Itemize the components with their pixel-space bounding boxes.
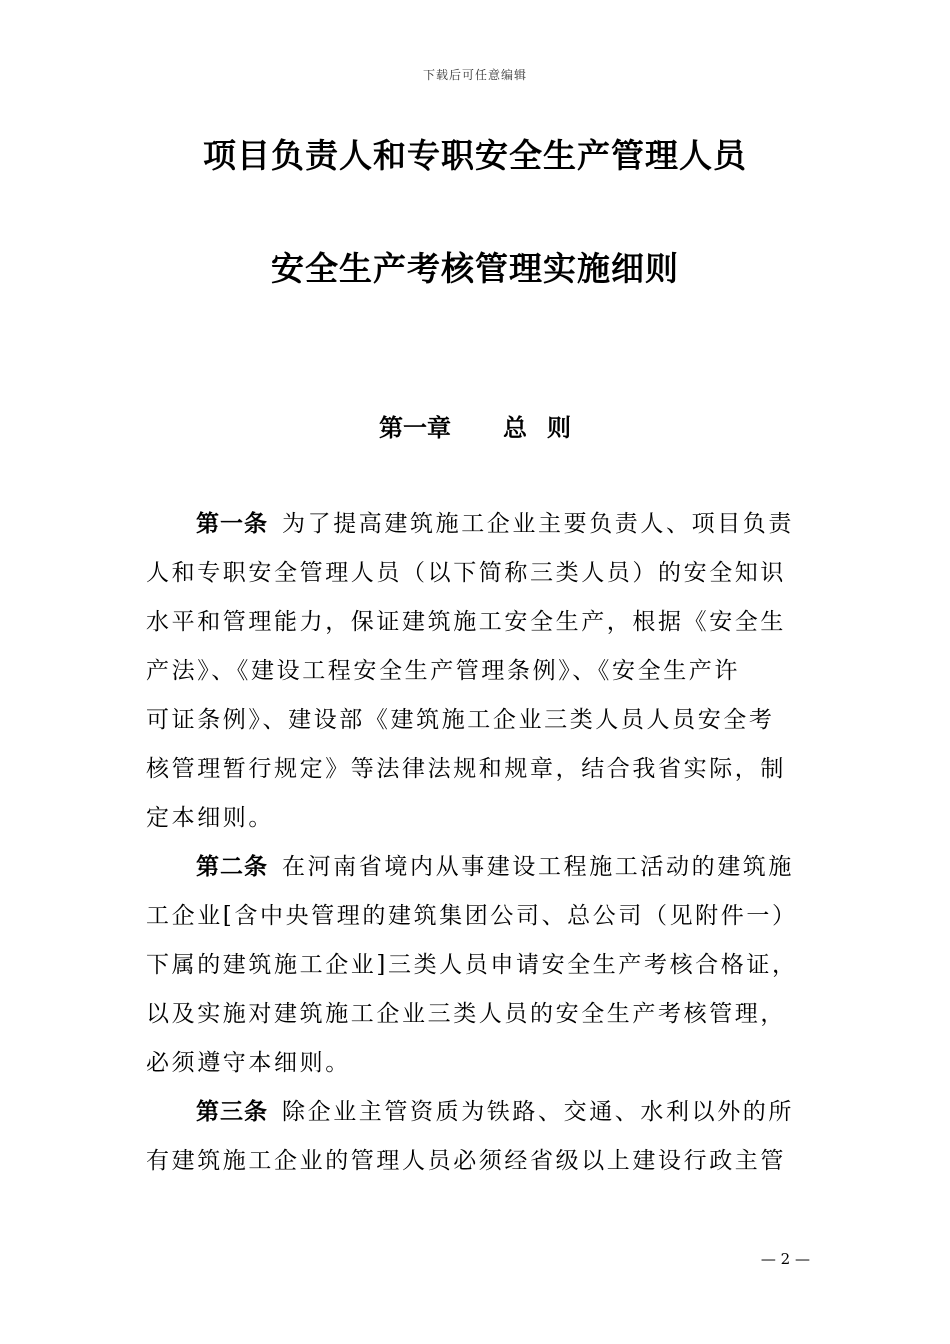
article-line [146, 1088, 806, 1137]
chapter-name-part2: 则 [547, 414, 571, 442]
article-line: 水平和管理能力，保证建筑施工安全生产，根据《安全生 [146, 609, 786, 635]
article-line: 核管理暂行规定》等法律法规和规章，结合我省实际，制 [146, 756, 786, 782]
article-text: 除企业主管资质为铁路、交通、水利以外的所 [282, 1099, 794, 1125]
article-line [146, 500, 806, 549]
chapter-number: 第一章 [379, 414, 451, 442]
document-body [146, 500, 806, 1186]
article-label: 第二条 [196, 854, 268, 880]
document-title-line-1: 项目负责人和专职安全生产管理人员 [203, 136, 747, 175]
chapter-name-part1: 总 [503, 414, 527, 442]
article-line: 以及实施对建筑施工企业三类人员的安全生产考核管理， [146, 1001, 786, 1027]
article-label: 第一条 [196, 511, 268, 537]
article-line: 必须遵守本细则。 [146, 1050, 351, 1076]
article-line: 可证条例》、建设部《建筑施工企业三类人员人员安全考 [146, 707, 775, 733]
article-line: 下属的建筑施工企业]三类人员申请安全生产考核合格证， [146, 952, 798, 978]
article-text: 在河南省境内从事建设工程施工活动的建筑施 [282, 854, 794, 880]
article-line: 人和专职安全管理人员（以下简称三类人员）的安全知识 [146, 560, 786, 586]
article-line: 工企业[含中央管理的建筑集团公司、总公司（见附件一） [146, 903, 798, 929]
article-line: 产法》、《建设工程安全生产管理条例》、《安全生产许 [146, 658, 740, 684]
document-title-line-2: 安全生产考核管理实施细则 [271, 249, 679, 288]
header-note: 下载后可任意编辑 [422, 68, 527, 82]
article-3 [146, 1088, 806, 1186]
article-label: 第三条 [196, 1099, 268, 1125]
article-text: 为了提高建筑施工企业主要负责人、项目负责 [282, 511, 794, 537]
article-line: 有建筑施工企业的管理人员必须经省级以上建设行政主管 [146, 1148, 786, 1174]
article-2 [146, 843, 806, 1088]
article-1 [146, 500, 806, 843]
chapter-heading [0, 408, 950, 443]
article-line: 定本细则。 [146, 805, 274, 831]
article-line [146, 843, 806, 892]
page-number: — 2 — [760, 1250, 810, 1268]
